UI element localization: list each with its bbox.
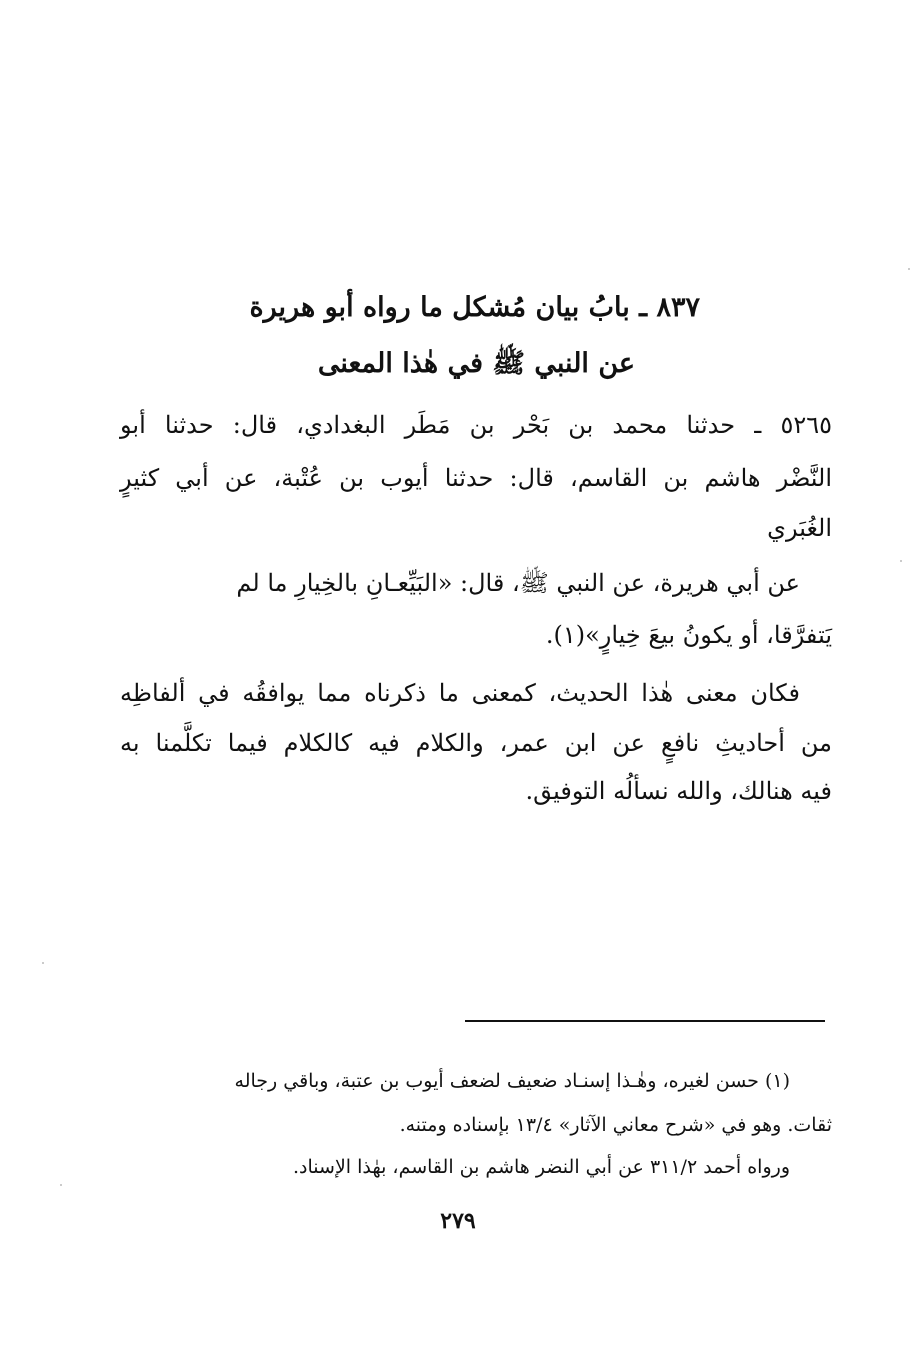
commentary-line-2: من أحاديثِ نافعٍ عن ابن عمر، والكلام فيه كالكلام فيما تكلَّمنا به bbox=[120, 729, 832, 757]
chapter-heading-line-2: عن النبي ﷺ في هٰذا المعنى bbox=[317, 348, 635, 379]
chapter-heading-line-1: ٨٣٧ ـ بابُ بيان مُشكل ما رواه أبو هريرة bbox=[249, 292, 700, 323]
isnad-line-3: الغُبَري bbox=[767, 514, 832, 542]
footnote-line-2: ثقات. وهو في «شرح معاني الآثار» ١٣/٤ بإسناده ومتنه. bbox=[399, 1114, 832, 1136]
page-number: ٢٧٩ bbox=[440, 1208, 476, 1234]
footnote-line-1: (١) حسن لغيره، وهٰـذا إسنـاد ضعيف لضعف أيوب بن عتبة، وباقي رجاله bbox=[234, 1070, 790, 1092]
scan-speck bbox=[42, 962, 44, 964]
matn-line-2: يَتفرَّقا، أو يكونُ بيعَ خِيارٍ»(١). bbox=[545, 621, 832, 649]
isnad-line-2: النَّضْر هاشم بن القاسم، قال: حدثنا أيوب بن عُتْبة، عن أبي كثيرٍ bbox=[120, 464, 833, 492]
footnote-line-3: ورواه أحمد ٣١١/٢ عن أبي النضر هاشم بن القاسم، بهٰذا الإسناد. bbox=[293, 1156, 790, 1178]
scan-speck bbox=[60, 1184, 62, 1186]
matn-line-1: عن أبي هريرة، عن النبي ﷺ، قال: «البَيِّعـانِ بالخِيارِ ما لم bbox=[236, 569, 800, 597]
scan-speck bbox=[908, 268, 910, 270]
scan-speck bbox=[900, 560, 902, 562]
commentary-line-3: فيه هنالك، والله نسألُه التوفيق. bbox=[525, 777, 832, 805]
footnote-divider bbox=[465, 1020, 825, 1022]
isnad-line-1: ٥٢٦٥ ـ حدثنا محمد بن بَحْر بن مَطَر البغدادي، قال: حدثنا أبو bbox=[120, 411, 832, 439]
commentary-line-1: فكان معنى هٰذا الحديث، كمعنى ما ذكرناه مما يوافقُه في ألفاظِه bbox=[120, 679, 800, 707]
